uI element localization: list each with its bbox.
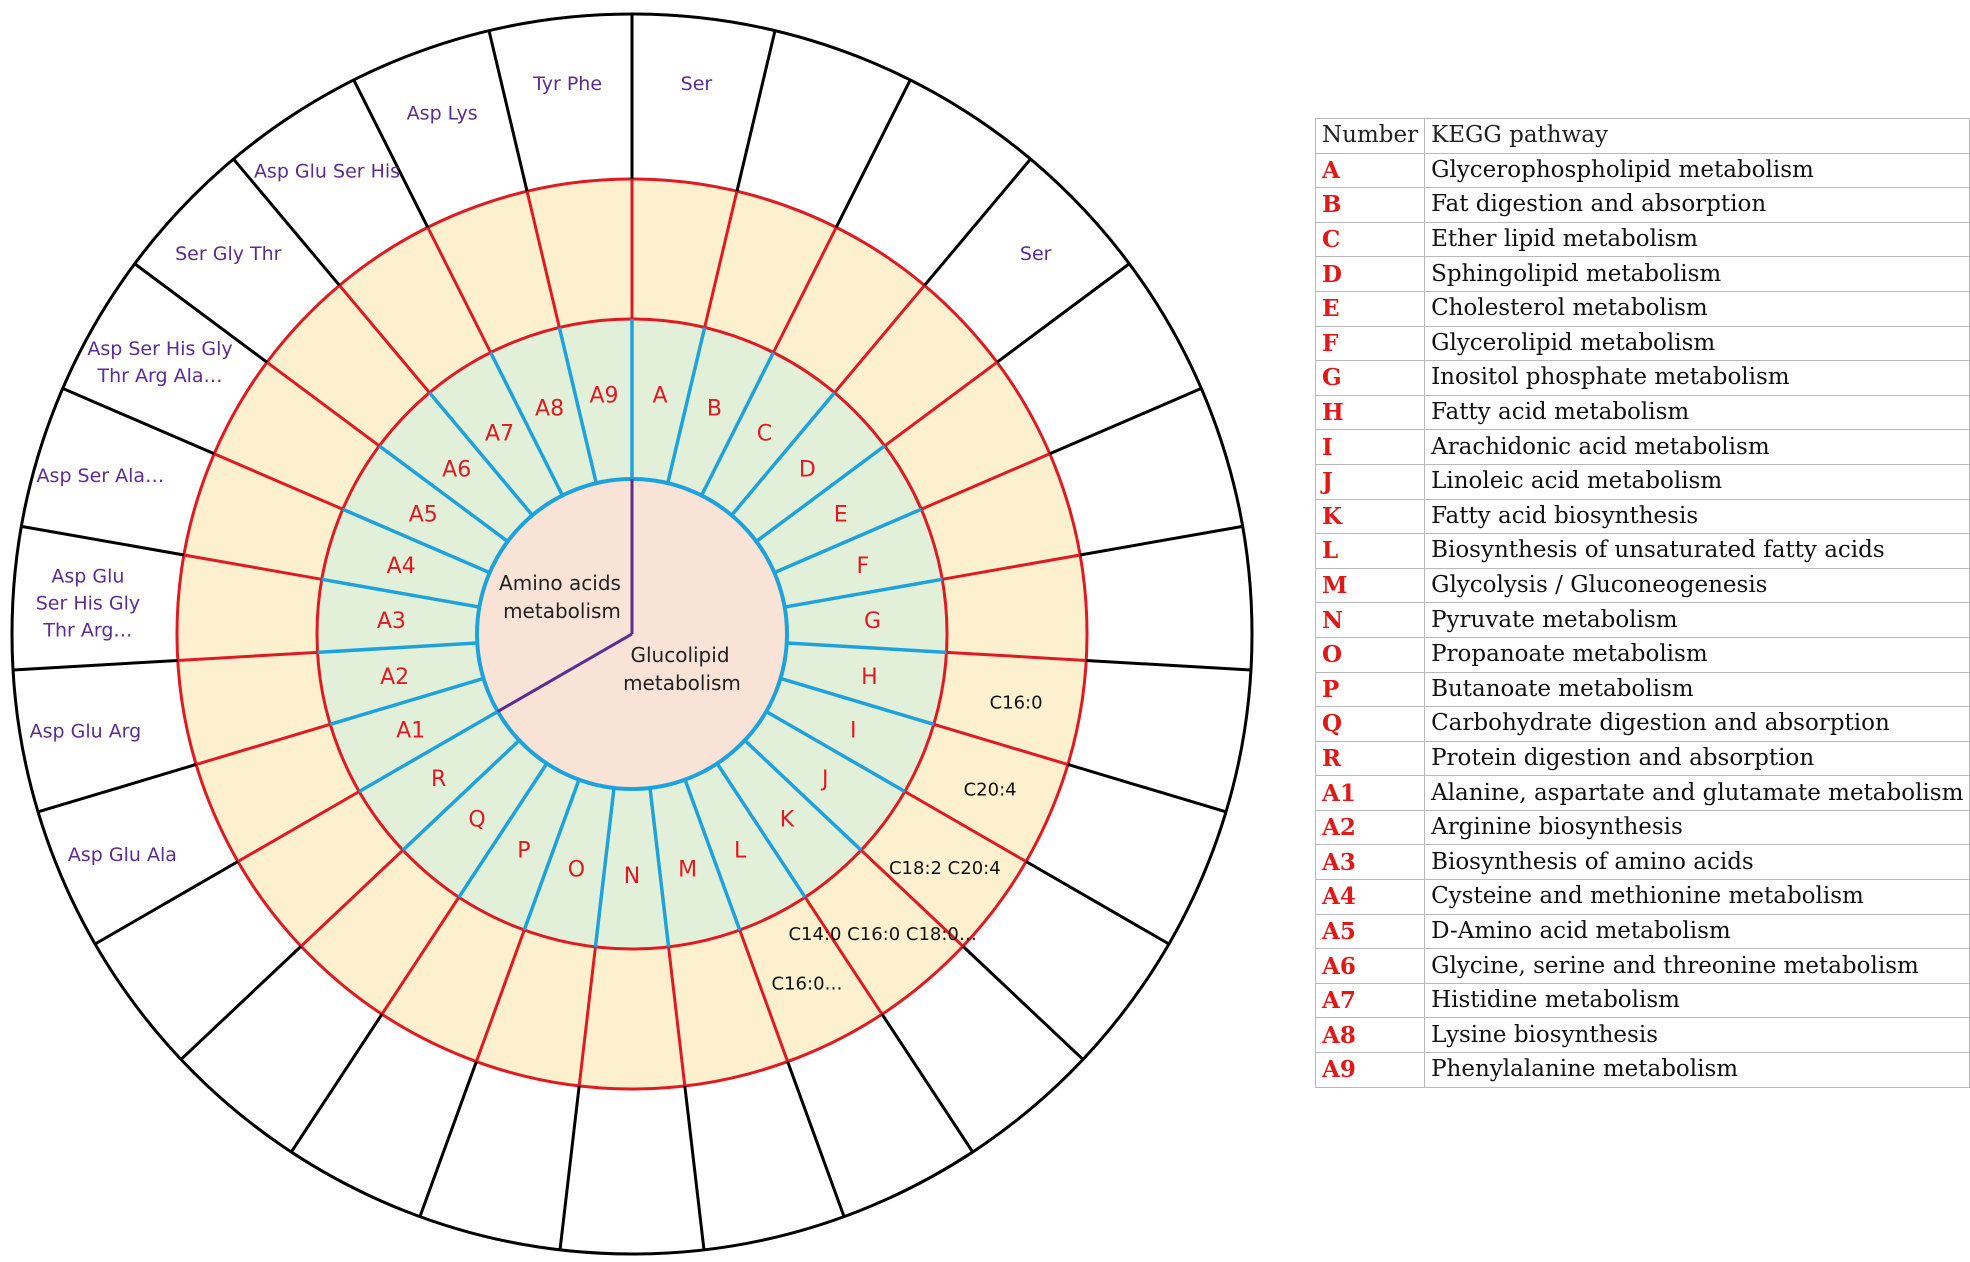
outer-amino-label: Asp Glu Arg [29,720,142,743]
legend-number: F [1316,326,1425,361]
segment-code-label: D [798,457,816,483]
legend-row [1316,430,1970,465]
legend-row [1316,222,1970,257]
segment-code-label: A3 [376,608,406,634]
legend-row [1316,741,1970,776]
legend-number: A4 [1316,880,1425,915]
legend-header-number: Number [1316,119,1425,154]
segment-code-label: A9 [589,383,619,409]
legend-pathway: Fat digestion and absorption [1425,188,1970,223]
segment-code-label: Q [468,807,486,833]
legend-number: I [1316,430,1425,465]
legend-row [1316,603,1970,638]
legend-row [1316,257,1970,292]
legend-number: A8 [1316,1018,1425,1053]
legend-row [1316,1018,1970,1053]
legend-header-row [1316,119,1970,154]
segment-code-label: H [861,664,878,690]
legend-pathway: Biosynthesis of amino acids [1425,845,1970,880]
outer-amino-label: Ser Gly Thr [175,243,282,266]
outer-amino-label: Asp Glu Ala [67,843,177,866]
legend-number: A7 [1316,983,1425,1018]
outer-amino-label: Asp Lys [406,102,478,125]
legend-pathway: Cysteine and methionine metabolism [1425,880,1970,915]
segment-code-label: F [856,553,870,579]
segment-code-label: A8 [535,396,565,422]
legend-row [1316,914,1970,949]
segment-code-label: K [779,807,795,833]
legend-row [1316,983,1970,1018]
legend-row [1316,845,1970,880]
legend-row [1316,1053,1970,1088]
legend-pathway: Cholesterol metabolism [1425,291,1970,326]
outer-amino-label: Ser His Gly [35,592,141,615]
segment-code-label: M [678,857,698,883]
core-glucolipid-label-line1: Glucolipid [630,643,730,667]
outer-amino-label: Asp Ser Ala… [36,464,165,487]
segment-code-label: G [864,608,882,634]
legend-pathway: Sphingolipid metabolism [1425,257,1970,292]
legend-row [1316,672,1970,707]
segment-code-label: A2 [380,664,410,690]
core-glucolipid-label-line2: metabolism [623,671,741,695]
segment-code-label: A5 [408,502,438,528]
legend-number: A2 [1316,810,1425,845]
fatty-acid-label: C20:4 [963,779,1017,801]
legend-pathway: Glycerolipid metabolism [1425,326,1970,361]
legend-header-pathway: KEGG pathway [1425,119,1970,154]
legend-number: P [1316,672,1425,707]
legend-pathway: Glycolysis / Gluconeogenesis [1425,568,1970,603]
segment-code-label: B [706,396,722,422]
segment-code-label: A4 [386,553,416,579]
outer-amino-label: Ser [680,72,713,95]
legend-number: A6 [1316,949,1425,984]
legend-pathway: Biosynthesis of unsaturated fatty acids [1425,534,1970,569]
legend-number: A9 [1316,1053,1425,1088]
legend-pathway: Linoleic acid metabolism [1425,464,1970,499]
segment-code-label: A1 [396,718,426,744]
core-amino-label-line1: Amino acids [499,571,621,595]
legend-row [1316,499,1970,534]
legend-number: A [1316,153,1425,188]
legend-row [1316,291,1970,326]
legend-number: R [1316,741,1425,776]
segment-code-label: P [517,838,531,864]
legend-row [1316,188,1970,223]
legend-number: N [1316,603,1425,638]
legend-number: O [1316,637,1425,672]
legend-number: H [1316,395,1425,430]
fatty-acid-label: C14:0 C16:0 C18:0… [788,923,977,945]
legend-number: A1 [1316,776,1425,811]
legend-pathway: Glycine, serine and threonine metabolism [1425,949,1970,984]
segment-code-label: A7 [485,421,515,447]
fatty-acid-label: C16:0 [989,692,1043,714]
legend-pathway: Propanoate metabolism [1425,637,1970,672]
legend-row [1316,949,1970,984]
outer-amino-label: Asp Glu [51,565,125,588]
segment-code-label: N [623,864,641,889]
legend-number: M [1316,568,1425,603]
legend-row [1316,395,1970,430]
legend-pathway: Histidine metabolism [1425,983,1970,1018]
legend-pathway: Pyruvate metabolism [1425,603,1970,638]
outer-amino-label: Thr Arg… [43,619,133,642]
legend-number: J [1316,464,1425,499]
legend-number: B [1316,188,1425,223]
outer-amino-label: Thr Arg Ala… [97,365,223,387]
legend-body [1316,153,1970,1087]
core-amino-label-line2: metabolism [503,599,621,623]
legend-row [1316,568,1970,603]
legend-pathway: Protein digestion and absorption [1425,741,1970,776]
legend-number: K [1316,499,1425,534]
legend-pathway: Arginine biosynthesis [1425,810,1970,845]
segment-code-label: J [822,766,829,792]
kegg-pathway-legend-table [1315,118,1970,1088]
legend-row [1316,637,1970,672]
legend-row [1316,776,1970,811]
legend-pathway: Inositol phosphate metabolism [1425,361,1970,396]
legend-number: D [1316,257,1425,292]
legend-number: G [1316,361,1425,396]
legend-row [1316,707,1970,742]
segment-code-label: A6 [442,457,472,483]
fatty-acid-label: C16:0… [771,973,843,995]
legend-row [1316,810,1970,845]
legend-number: C [1316,222,1425,257]
segment-code-label: E [833,502,848,528]
outer-amino-label: Asp Glu Ser His [253,160,401,183]
segment-code-label: L [734,838,747,864]
legend-pathway: D-Amino acid metabolism [1425,914,1970,949]
segment-code-label: C [756,421,773,447]
legend-pathway: Phenylalanine metabolism [1425,1053,1970,1088]
segment-code-label: I [850,718,857,744]
legend-number: A5 [1316,914,1425,949]
fatty-acid-label: C18:2 C20:4 [888,857,1001,879]
legend-row [1316,880,1970,915]
legend-pathway: Carbohydrate digestion and absorption [1425,707,1970,742]
outer-amino-label: Tyr Phe [533,72,603,95]
legend-row [1316,153,1970,188]
legend-pathway: Ether lipid metabolism [1425,222,1970,257]
segment-code-label: R [431,766,447,792]
legend-number: L [1316,534,1425,569]
legend-number: A3 [1316,845,1425,880]
legend-pathway: Alanine, aspartate and glutamate metabolism [1425,776,1970,811]
legend-row [1316,534,1970,569]
legend-row [1316,361,1970,396]
legend-pathway: Arachidonic acid metabolism [1425,430,1970,465]
legend-pathway: Butanoate metabolism [1425,672,1970,707]
legend-pathway: Glycerophospholipid metabolism [1425,153,1970,188]
legend-number: Q [1316,707,1425,742]
legend-row [1316,326,1970,361]
outer-amino-label: Ser [1019,243,1052,266]
segment-code-label: A [652,383,668,409]
legend-pathway: Fatty acid metabolism [1425,395,1970,430]
segment-code-label: O [567,857,586,883]
legend-pathway: Lysine biosynthesis [1425,1018,1970,1053]
legend-pathway: Fatty acid biosynthesis [1425,499,1970,534]
legend-row [1316,464,1970,499]
outer-amino-label: Asp Ser His Gly [87,338,233,360]
legend-number: E [1316,291,1425,326]
